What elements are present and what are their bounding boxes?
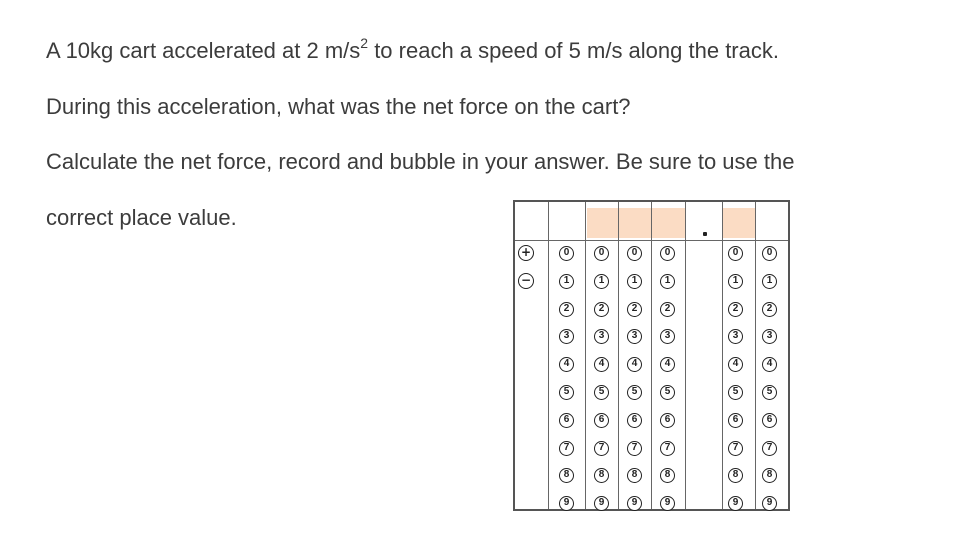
digit-bubble-col2-2[interactable]: 2	[594, 302, 609, 317]
digit-bubble-col4-1[interactable]: 1	[660, 274, 675, 289]
digit-bubble-col3-0[interactable]: 0	[627, 246, 642, 261]
digit-bubble-col4-4[interactable]: 4	[660, 357, 675, 372]
digit-bubble-col2-7[interactable]: 7	[594, 441, 609, 456]
digit-bubble-col3-3[interactable]: 3	[627, 329, 642, 344]
question-line-2: During this acceleration, what was the net force on the cart?	[46, 94, 631, 119]
digit-bubble-col4-2[interactable]: 2	[660, 302, 675, 317]
digit-bubble-hundreds-8[interactable]: 8	[559, 468, 574, 483]
column-divider	[585, 202, 586, 509]
digit-bubble-col2-1[interactable]: 1	[594, 274, 609, 289]
sign-bubble-plus[interactable]: +	[518, 245, 534, 261]
entry-row-divider	[515, 240, 788, 241]
digit-bubble-hundreds-3[interactable]: 3	[559, 329, 574, 344]
digit-bubble-col2-8[interactable]: 8	[594, 468, 609, 483]
digit-bubble-col3-1[interactable]: 1	[627, 274, 642, 289]
question-text-part-2: to reach a speed of 5 m/s along the track.	[368, 38, 779, 63]
digit-bubble-hundreds-5[interactable]: 5	[559, 385, 574, 400]
digit-bubble-col4-9[interactable]: 9	[660, 496, 675, 511]
digit-bubble-hundreds-1[interactable]: 1	[559, 274, 574, 289]
digit-bubble-col2-5[interactable]: 5	[594, 385, 609, 400]
digit-bubble-hundreds-2[interactable]: 2	[559, 302, 574, 317]
digit-bubble-col3-7[interactable]: 7	[627, 441, 642, 456]
digit-bubble-tenths-0[interactable]: 0	[728, 246, 743, 261]
digit-bubble-hundredths-0[interactable]: 0	[762, 246, 777, 261]
digit-bubble-tenths-7[interactable]: 7	[728, 441, 743, 456]
digit-bubble-hundreds-0[interactable]: 0	[559, 246, 574, 261]
digit-bubble-tenths-8[interactable]: 8	[728, 468, 743, 483]
digit-bubble-hundredths-1[interactable]: 1	[762, 274, 777, 289]
digit-bubble-col4-8[interactable]: 8	[660, 468, 675, 483]
column-divider	[722, 202, 723, 509]
digit-bubble-tenths-5[interactable]: 5	[728, 385, 743, 400]
digit-bubble-hundredths-8[interactable]: 8	[762, 468, 777, 483]
digit-bubble-hundredths-4[interactable]: 4	[762, 357, 777, 372]
column-divider	[618, 202, 619, 509]
digit-bubble-hundreds-6[interactable]: 6	[559, 413, 574, 428]
digit-bubble-tenths-2[interactable]: 2	[728, 302, 743, 317]
digit-bubble-col3-5[interactable]: 5	[627, 385, 642, 400]
column-divider	[548, 202, 549, 509]
digit-bubble-tenths-9[interactable]: 9	[728, 496, 743, 511]
question-line-1	[46, 34, 779, 64]
digit-bubble-col4-5[interactable]: 5	[660, 385, 675, 400]
digit-bubble-col3-4[interactable]: 4	[627, 357, 642, 372]
digit-bubble-col2-0[interactable]: 0	[594, 246, 609, 261]
answer-entry-box-decimal[interactable]	[723, 208, 755, 238]
digit-bubble-hundredths-2[interactable]: 2	[762, 302, 777, 317]
digit-bubble-col4-7[interactable]: 7	[660, 441, 675, 456]
digit-bubble-tenths-6[interactable]: 6	[728, 413, 743, 428]
column-divider	[651, 202, 652, 509]
column-divider	[685, 202, 686, 509]
digit-bubble-col4-0[interactable]: 0	[660, 246, 675, 261]
digit-bubble-hundreds-4[interactable]: 4	[559, 357, 574, 372]
digit-bubble-hundreds-9[interactable]: 9	[559, 496, 574, 511]
digit-bubble-hundreds-7[interactable]: 7	[559, 441, 574, 456]
digit-bubble-col3-8[interactable]: 8	[627, 468, 642, 483]
question-line-4: correct place value.	[46, 205, 237, 230]
question-line-3: Calculate the net force, record and bubble in your answer. Be sure to use the	[46, 149, 795, 174]
digit-bubble-tenths-4[interactable]: 4	[728, 357, 743, 372]
digit-bubble-col4-6[interactable]: 6	[660, 413, 675, 428]
superscript-exponent: 2	[360, 34, 369, 51]
digit-bubble-col3-2[interactable]: 2	[627, 302, 642, 317]
digit-bubble-col2-4[interactable]: 4	[594, 357, 609, 372]
digit-bubble-tenths-3[interactable]: 3	[728, 329, 743, 344]
sign-bubble-minus[interactable]: −	[518, 273, 534, 289]
question-text-part-1: A 10kg cart accelerated at 2 m/s	[46, 38, 361, 63]
digit-bubble-col2-6[interactable]: 6	[594, 413, 609, 428]
digit-bubble-hundredths-3[interactable]: 3	[762, 329, 777, 344]
digit-bubble-hundredths-9[interactable]: 9	[762, 496, 777, 511]
digit-bubble-tenths-1[interactable]: 1	[728, 274, 743, 289]
digit-bubble-col4-3[interactable]: 3	[660, 329, 675, 344]
decimal-point	[703, 232, 707, 236]
digit-bubble-hundredths-6[interactable]: 6	[762, 413, 777, 428]
digit-bubble-col3-6[interactable]: 6	[627, 413, 642, 428]
digit-bubble-col2-3[interactable]: 3	[594, 329, 609, 344]
answer-grid	[513, 200, 790, 511]
digit-bubble-hundredths-7[interactable]: 7	[762, 441, 777, 456]
digit-bubble-hundredths-5[interactable]: 5	[762, 385, 777, 400]
digit-bubble-col3-9[interactable]: 9	[627, 496, 642, 511]
column-divider	[755, 202, 756, 509]
digit-bubble-col2-9[interactable]: 9	[594, 496, 609, 511]
answer-entry-boxes-integer[interactable]	[587, 208, 685, 238]
